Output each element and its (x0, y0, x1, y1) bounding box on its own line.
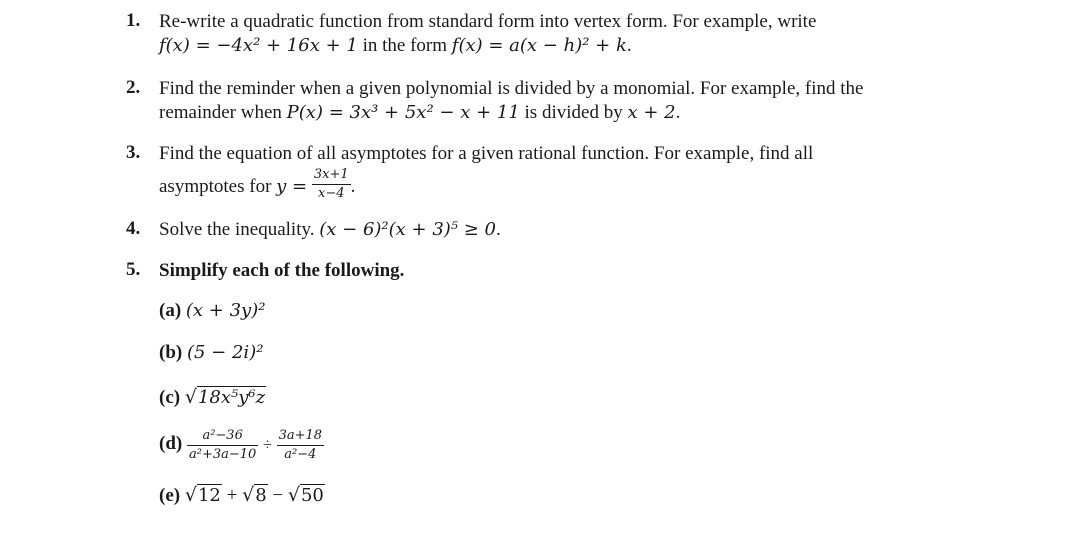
math-expression: (x + 3y)² (185, 300, 266, 321)
item-text (159, 77, 863, 125)
subitem-label: (c) (159, 387, 181, 408)
radical-sign-icon: √ (287, 484, 300, 506)
subitem-b (159, 342, 263, 364)
fraction (277, 428, 324, 463)
item-line: Find the reminder when a given polynomial is divided by a monomial. For example, find the (159, 78, 864, 99)
item-line (159, 101, 863, 125)
fraction-numerator: 3x+1 (312, 167, 351, 185)
fraction (312, 167, 351, 202)
subitem-c (159, 386, 266, 409)
item-text (159, 142, 813, 205)
radicand: 18x⁵y⁶z (197, 387, 266, 408)
math-expression: (x − 6)²(x + 3)⁵ ≥ 0 (319, 219, 497, 240)
radicand: 50 (300, 485, 324, 506)
item-number: 5. (126, 259, 141, 280)
subitem-label: (e) (159, 485, 181, 506)
item-number: 3. (126, 142, 141, 163)
text-fragment: . (496, 219, 501, 240)
item-line: Find the equation of all asymptotes for a given rational function. For example, find all (159, 143, 814, 164)
operator: − (272, 485, 284, 506)
radical-sign-icon: √ (184, 386, 197, 408)
square-root (242, 484, 268, 507)
fraction-denominator: a²+3a−10 (188, 447, 257, 462)
item-line (159, 167, 813, 205)
math-expression: P(x) = 3x³ + 5x² − x + 11 (286, 102, 520, 123)
subitem-label: (d) (159, 432, 183, 454)
square-root (185, 484, 222, 507)
text-fragment: Solve the inequality. (159, 219, 320, 240)
text-fragment: . (675, 102, 681, 123)
radicand: 12 (197, 485, 221, 506)
math-expression: f(x) = −4x² + 16x + 1 (159, 35, 358, 56)
square-root (185, 386, 266, 409)
radicand: 8 (255, 485, 267, 506)
item-number: 4. (126, 218, 141, 239)
math-expression: x + 2 (627, 102, 676, 123)
item-line (159, 34, 816, 58)
item-number: 2. (126, 77, 141, 98)
item-text: Simplify each of the following. (159, 260, 405, 281)
division-operator: ÷ (263, 436, 272, 454)
text-fragment: remainder when (159, 102, 287, 123)
item-text (159, 218, 501, 242)
operator: + (226, 485, 238, 506)
text-fragment: in the form (357, 35, 452, 56)
text-fragment: asymptotes for (159, 175, 277, 197)
subitem-e (159, 484, 325, 507)
fraction-numerator: 3a+18 (277, 428, 324, 446)
text-fragment: . (350, 175, 356, 197)
subitem-a (159, 300, 265, 322)
subitem-d (159, 428, 324, 463)
fraction-numerator: a²−36 (187, 428, 258, 446)
item-number: 1. (126, 10, 141, 31)
item-text (159, 10, 816, 58)
fraction (187, 428, 258, 463)
radical-sign-icon: √ (184, 484, 197, 506)
radical-sign-icon: √ (242, 484, 255, 506)
text-fragment: . (626, 35, 632, 56)
math-expression: f(x) = a(x − h)² + k (451, 35, 627, 56)
math-expression: y = (276, 175, 308, 197)
subitem-label: (a) (159, 300, 182, 321)
square-root (288, 484, 325, 507)
subitem-label: (b) (159, 342, 183, 363)
item-line: Re-write a quadratic function from standard form into vertex form. For example, write (159, 11, 817, 32)
math-expression: (5 − 2i)² (186, 342, 264, 363)
text-fragment: is divided by (519, 102, 628, 123)
fraction-denominator: x−4 (318, 186, 345, 201)
fraction-denominator: a²−4 (284, 447, 317, 462)
